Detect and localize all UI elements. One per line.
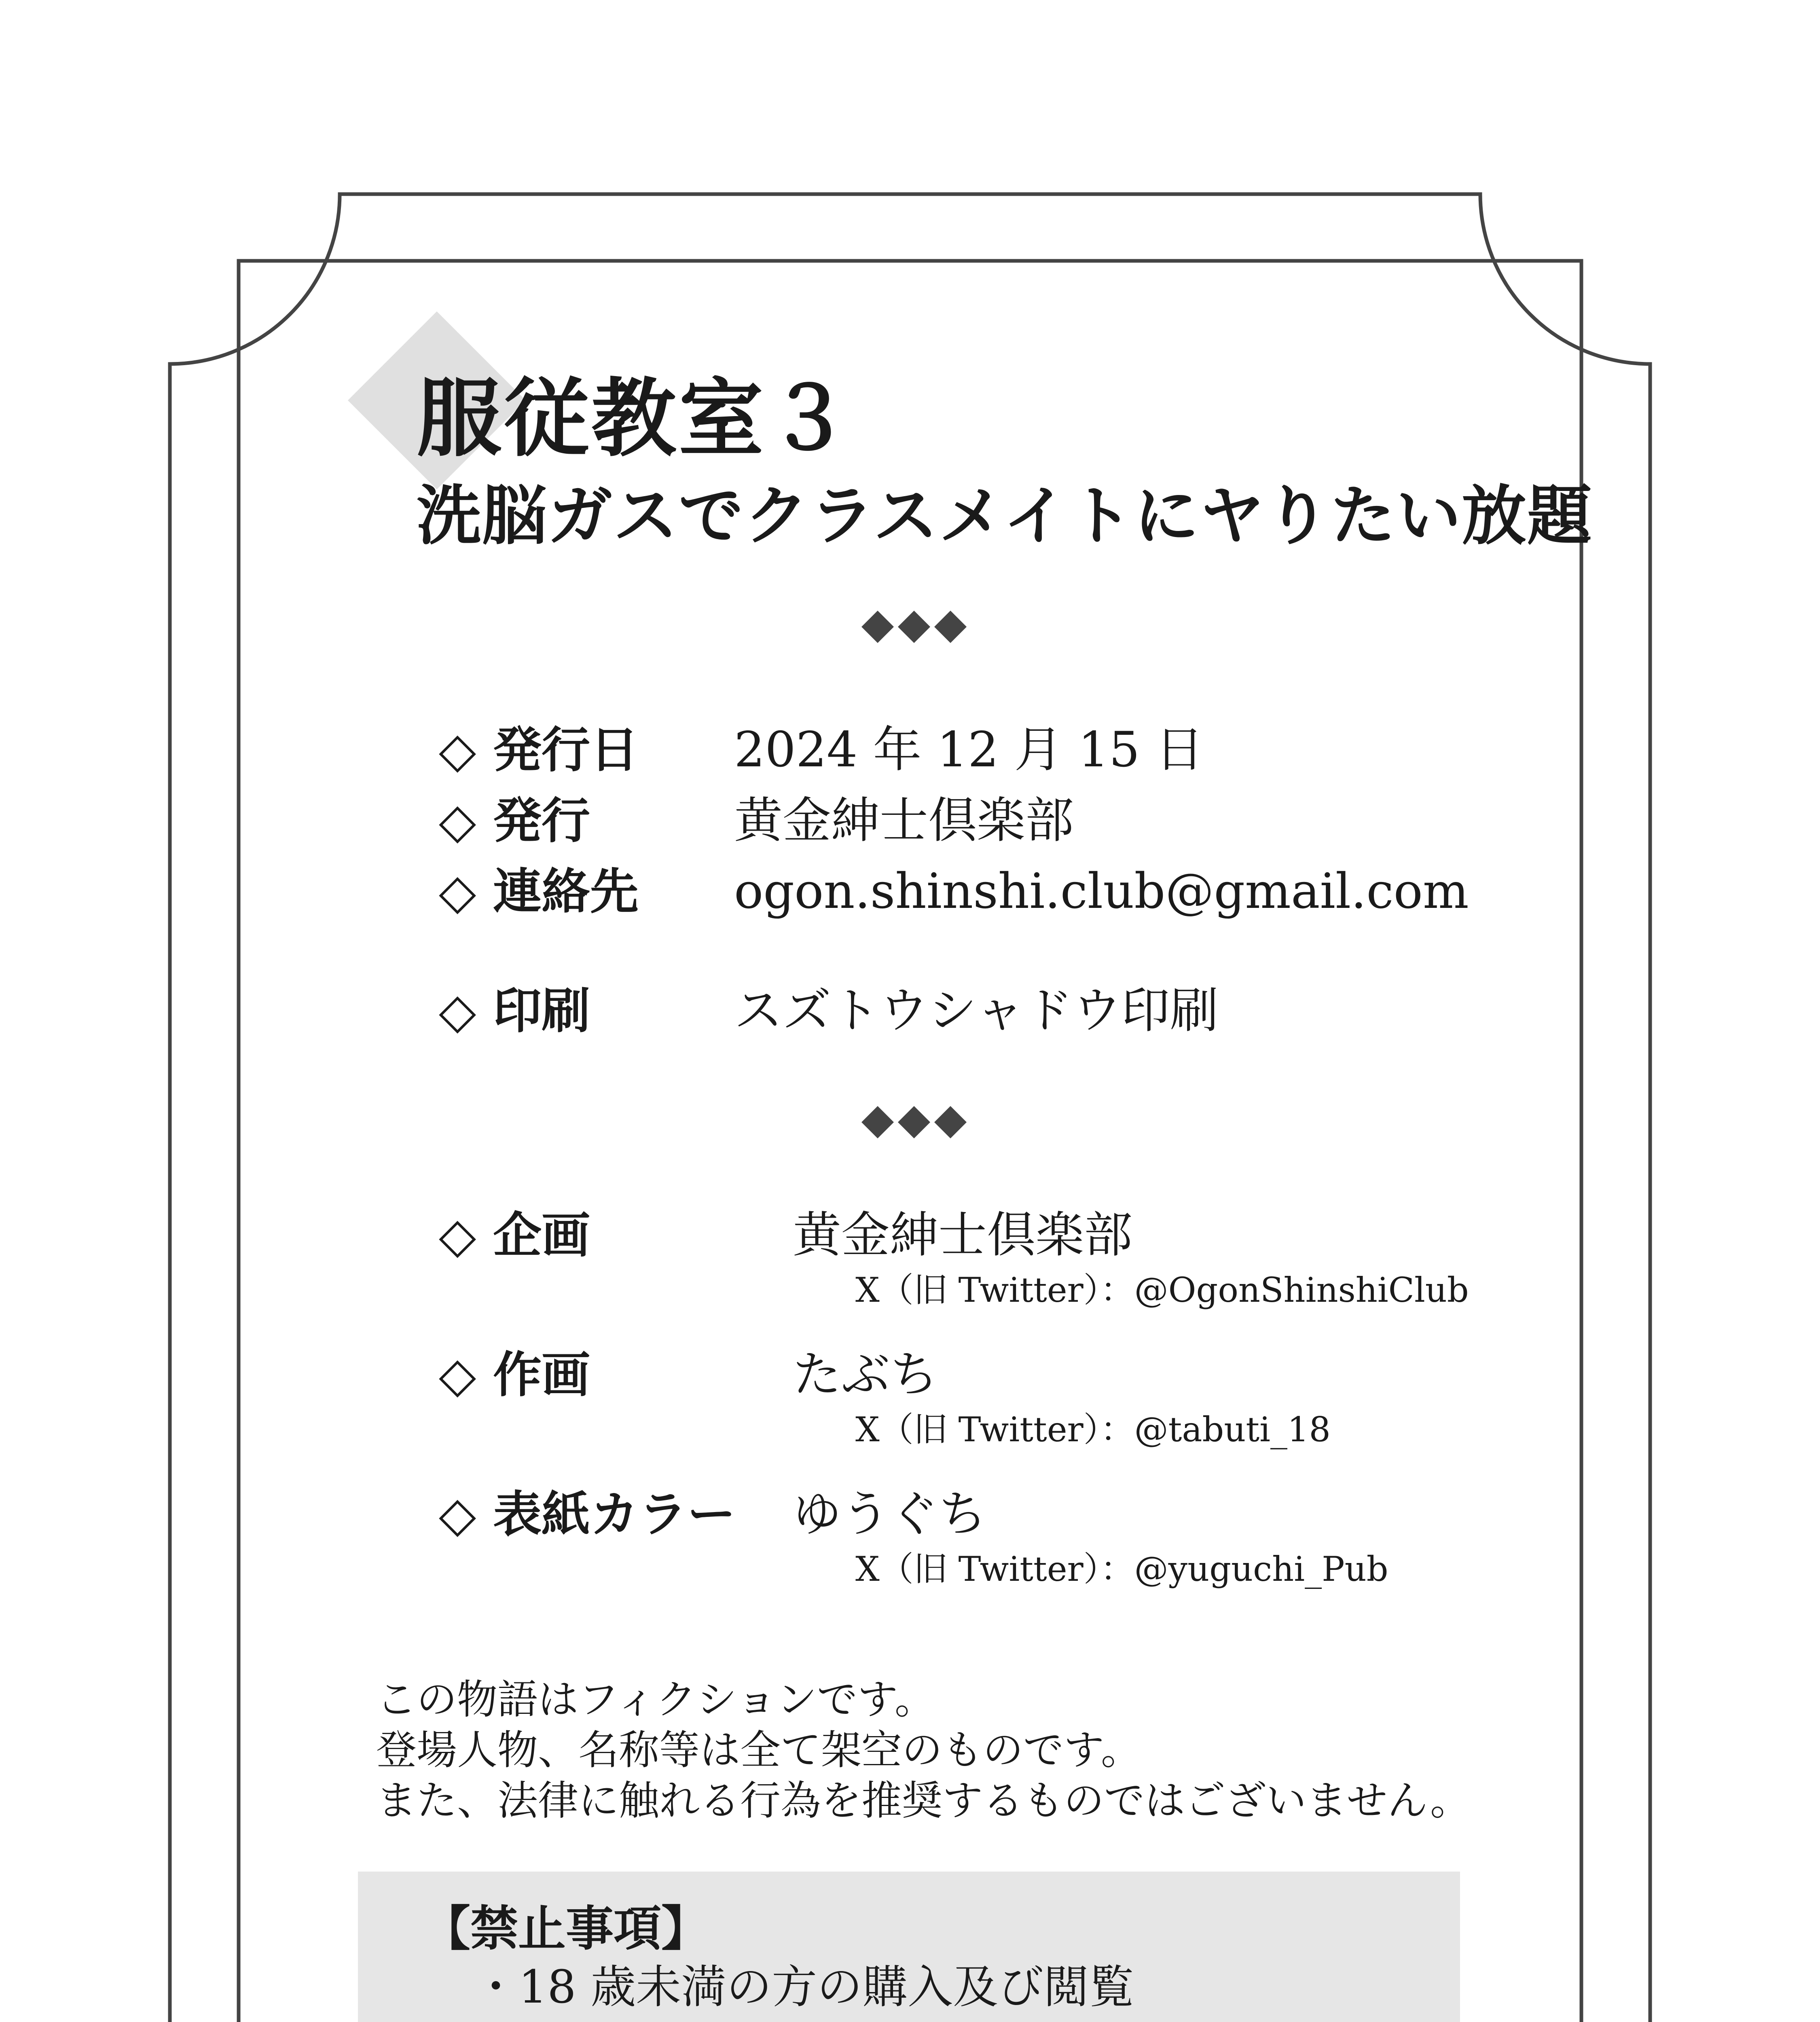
printer-label: ◇ 印刷: [439, 982, 590, 1039]
credit-planning-name: 黄金紳士倶楽部: [793, 1207, 1132, 1263]
credit-planning-label: ◇ 企画: [439, 1207, 590, 1264]
book-title: 服従教室３: [417, 368, 854, 468]
credit-art-handle: X（旧 Twitter）：@tabuti_18: [855, 1410, 1331, 1449]
disclaimer-line-2: 登場人物、名称等は全て架空のものです。: [376, 1726, 1141, 1774]
credit-art-name: たぶち: [793, 1347, 938, 1403]
credit-art-label: ◇ 作画: [439, 1346, 590, 1403]
publish-date-value: 2024 年 12 月 15 日: [734, 722, 1204, 778]
prohibited-item: ・18 歳未満の方の購入及び閲覧: [473, 1961, 1134, 2014]
contact-label: ◇ 連絡先: [439, 863, 639, 920]
printer-value: スズトウシャドウ印刷: [734, 983, 1219, 1039]
book-subtitle: 洗脳ガスでクラスメイトにヤりたい放題: [417, 478, 1593, 554]
ornament-top: [861, 611, 967, 643]
credit-cover-label: ◇ 表紙カラー: [439, 1486, 736, 1543]
ornament-middle: [861, 1106, 967, 1138]
credit-cover-handle: X（旧 Twitter）：@yuguchi_Pub: [855, 1549, 1388, 1589]
disclaimer-line-1: この物語はフィクションです。: [376, 1676, 935, 1723]
credit-planning-handle: X（旧 Twitter）：@OgonShinshiClub: [855, 1270, 1469, 1310]
publisher-value: 黄金紳士倶楽部: [734, 793, 1074, 849]
disclaimer-line-3: また、法律に触れる行為を推奨するものではございません。: [376, 1777, 1471, 1824]
credit-cover-name: ゆうぐち: [793, 1486, 987, 1542]
prohibited-title: 【禁止事項】: [423, 1900, 709, 1956]
publisher-label: ◇ 発行: [439, 792, 590, 849]
contact-email: ogon.shinshi.club@gmail.com: [734, 863, 1469, 920]
publish-date-label: ◇ 発行日: [439, 721, 639, 778]
